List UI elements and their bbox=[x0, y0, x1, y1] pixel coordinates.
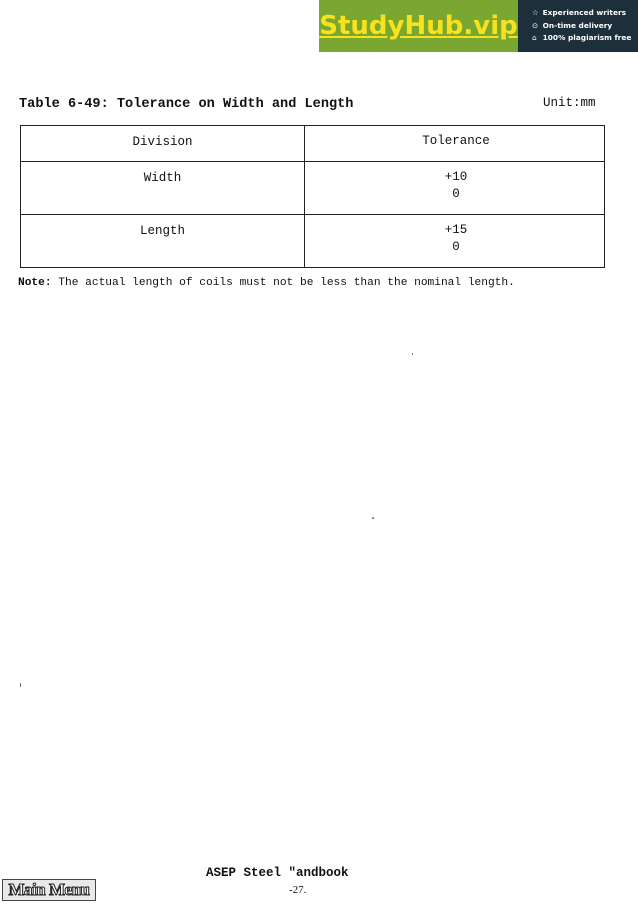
table-title: Table 6-49: Tolerance on Width and Length bbox=[19, 97, 354, 112]
page-number: -27. bbox=[289, 884, 307, 896]
row-width-division: Width bbox=[143, 171, 182, 185]
row-length-division: Length bbox=[139, 224, 185, 238]
feature-item bbox=[532, 32, 638, 45]
shield-icon: ⌂ bbox=[532, 33, 537, 42]
scan-speck bbox=[412, 353, 413, 355]
row-length-tolerance bbox=[306, 222, 606, 256]
scan-speck bbox=[20, 683, 21, 687]
header-tolerance: Tolerance bbox=[422, 134, 490, 148]
feature-text: Experienced writers bbox=[542, 8, 627, 17]
star-icon: ☆ bbox=[532, 8, 539, 17]
logo-text[interactable]: StudyHub.vip bbox=[319, 11, 518, 41]
feature-text: 100% plagiarism free bbox=[542, 33, 632, 42]
feature-item bbox=[532, 20, 638, 33]
column-divider bbox=[304, 126, 305, 267]
tolerance-plus: +15 bbox=[444, 223, 468, 237]
header-division: Division bbox=[132, 135, 193, 149]
tolerance-minus: 0 bbox=[452, 240, 460, 254]
row-divider bbox=[21, 161, 604, 162]
table-note bbox=[18, 277, 515, 289]
tolerance-minus: 0 bbox=[452, 187, 460, 201]
studyhub-logo[interactable] bbox=[319, 0, 518, 52]
feature-list bbox=[518, 0, 638, 52]
studyhub-banner[interactable] bbox=[319, 0, 638, 52]
main-menu-button[interactable] bbox=[2, 879, 96, 901]
tolerance-plus: +10 bbox=[444, 170, 468, 184]
note-text: The actual length of coils must not be less than the nominal length. bbox=[58, 277, 515, 289]
tolerance-table bbox=[20, 125, 605, 268]
feature-text: On-time delivery bbox=[542, 20, 613, 30]
unit-label: Unit:mm bbox=[543, 96, 596, 110]
clock-icon: ⊙ bbox=[532, 20, 539, 30]
note-label: Note: bbox=[18, 277, 52, 289]
row-divider bbox=[21, 214, 604, 215]
footer-handbook-title: ASEP Steel "andbook bbox=[206, 866, 349, 880]
row-width-tolerance bbox=[306, 169, 606, 203]
feature-item bbox=[532, 7, 638, 20]
scan-speck bbox=[372, 517, 374, 519]
main-menu-label[interactable]: Main Menu bbox=[8, 880, 90, 899]
